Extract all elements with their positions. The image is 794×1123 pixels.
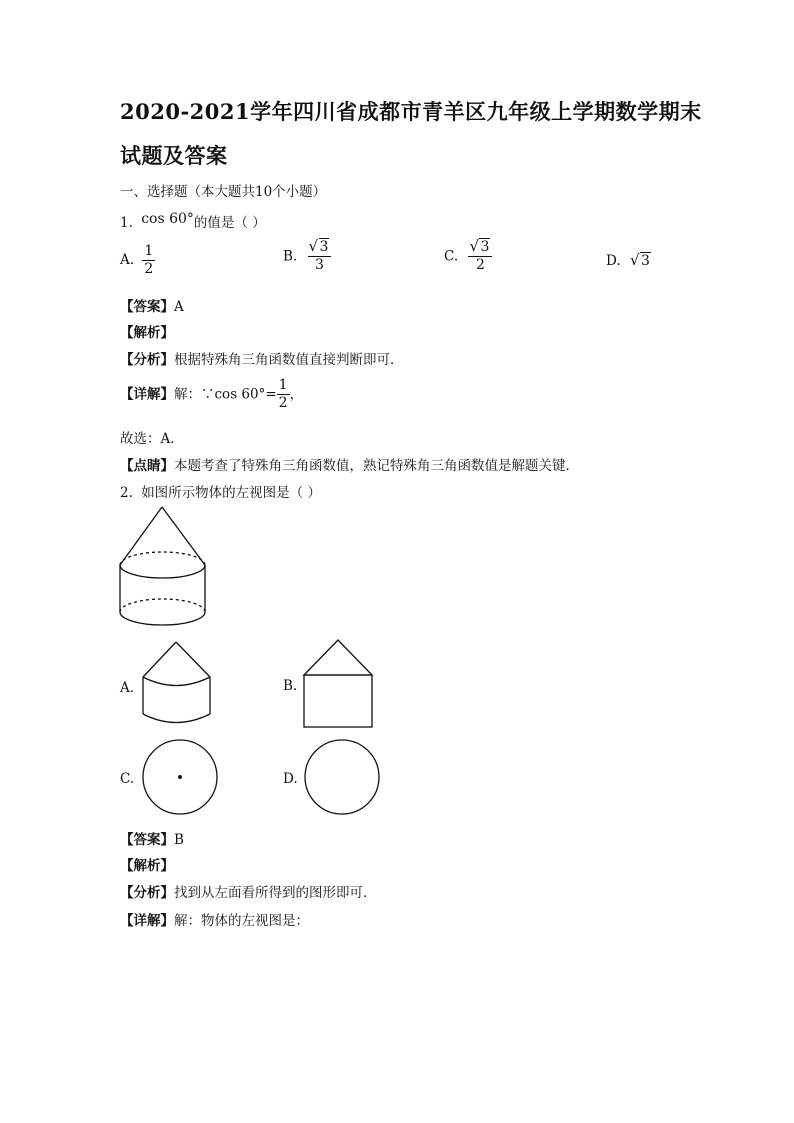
q2-option-a-label: A.	[120, 680, 135, 696]
q2-number: 2.	[120, 485, 133, 501]
q2-answer-value: B	[174, 832, 184, 848]
q2-fenxi-tag: 【分析】	[120, 885, 174, 901]
q1-number: 1.	[120, 215, 133, 231]
document-title-line2: 试题及答案	[120, 143, 228, 168]
q2-stem-text: 如图所示物体的左视图是（ ）	[141, 485, 321, 501]
q2-option-d-label: D.	[283, 771, 298, 787]
q1-option-c-radicand: 3	[480, 239, 490, 255]
q2-xiangjie-text: 解：物体的左视图是：	[174, 913, 309, 929]
q2-xiangjie	[120, 909, 309, 929]
q1-xiangjie-text: 解：∵cos 60°=	[174, 386, 277, 403]
q2-fenxi-text: 找到从左面看所得到的图形即可．	[174, 885, 377, 901]
q1-stem-text: 的值是（ ）	[193, 215, 266, 231]
q2-answer-tag: 【答案】	[120, 832, 174, 848]
q2-analysis-tag: 【解析】	[120, 858, 174, 874]
q1-option-b-denominator: 3	[315, 257, 324, 274]
q1-option-d-label: D.	[606, 253, 621, 269]
q1-xiangjie-tag: 【详解】	[120, 386, 174, 403]
q1-fenxi-text: 根据特殊角三角函数值直接判断即可．	[174, 352, 404, 368]
q1-option-a-label: A.	[120, 252, 135, 269]
q1-xiangjie-denominator: 2	[278, 395, 288, 412]
q1-choice: 故选：A．	[120, 431, 184, 447]
q1-xiangjie-numerator: 1	[277, 378, 290, 395]
q2-fenxi	[120, 881, 377, 901]
section-heading: 一、选择题（本大题共10个小题）	[120, 184, 327, 200]
q1-option-d-radicand: 3	[640, 253, 650, 269]
q1-expression: cos 60°	[141, 211, 194, 227]
q1-answer-tag: 【答案】	[120, 299, 174, 315]
q1-dianjing-tag: 【点睛】	[120, 458, 174, 474]
q1-fenxi-tag: 【分析】	[120, 352, 174, 368]
q1-option-b-label: B.	[283, 248, 298, 265]
q2-option-b-label: B.	[283, 678, 298, 694]
q1-option-a-numerator: 1	[142, 244, 155, 261]
q2-answer	[120, 828, 184, 848]
q1-option-a-denominator: 2	[144, 261, 154, 278]
q1-option-c-label: C.	[444, 248, 459, 265]
document-title-line1: 2020-2021学年四川省成都市青羊区九年级上学期数学期末	[120, 99, 702, 124]
q1-option-b-radicand: 3	[319, 239, 329, 255]
q2-option-c-label: C.	[120, 771, 135, 787]
q1-dianjing-text: 本题考查了特殊角三角函数值，熟记特殊角三角函数值是解题关键．	[174, 458, 579, 474]
q1-answer-value: A	[174, 299, 184, 315]
q1-xiangjie-end: ，	[289, 386, 304, 403]
q1-option-c-denominator: 2	[475, 257, 485, 274]
q2-xiangjie-tag: 【详解】	[120, 913, 174, 929]
q1-analysis-tag: 【解析】	[120, 325, 174, 341]
